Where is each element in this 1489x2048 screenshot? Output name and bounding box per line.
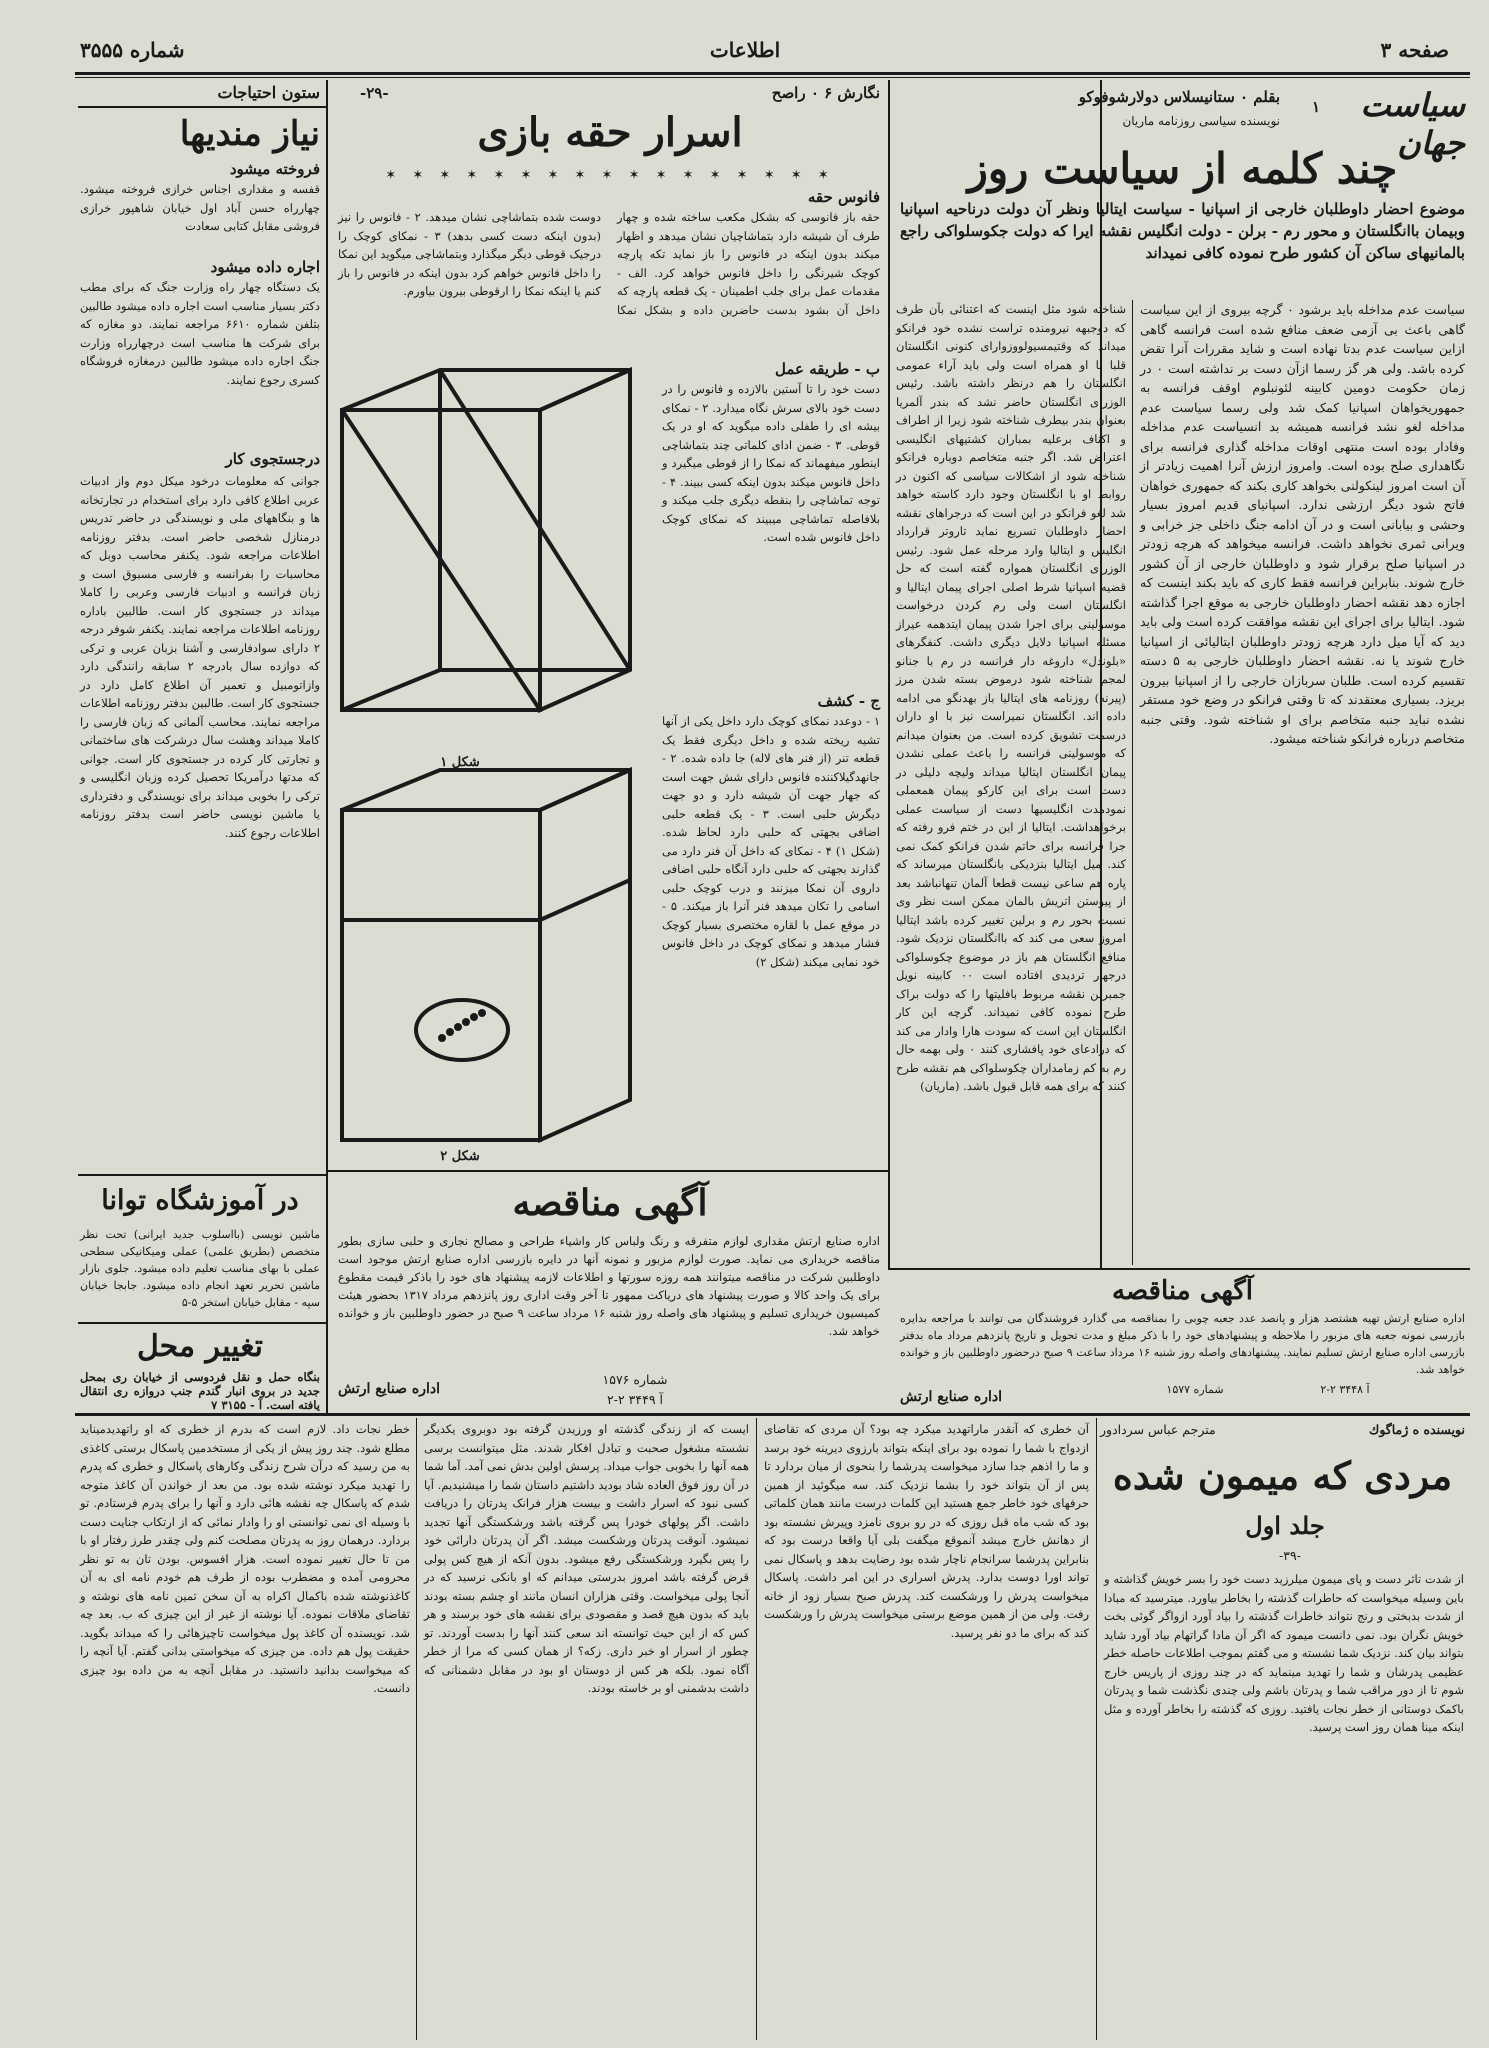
serial-rule-2 — [756, 1418, 757, 2040]
article-text-right: سیاست عدم مداخله باید برشود ۰ گرچه بیروی از این سیاست گاهی باعث بی آزمی ضعف منافع شده است فرانسه گاهی ازاین سیاست عدم بدتا نهاده است و شاید مقررات آنرا تقض کرده باشد. ولی هر گز رسما ازآن دست بر نداشته است ۰ در زمان حکومت دومین کابینه لئونبلوم اوقف فرانسه به جمهوریخواهان اسپانیا کمک شد ولی رسما سیاست عدم مداخله لغو نشد فرانسه همیشه بد انسیاست عدم مداخله وفادار بوده است منتهی اوقات مداخله گذاری فرانسه برای نگاهداری صلح بوده است. وامروز ارزش آنرا اهمیت زیادتر از آن است امروز لینکولنی بخواهد کاری بکند که جمهوری خواهان فاتح شود دیگر ارزشی ندارد. اسپانیای قدیم امروز بسیار وحشی و بیابانی است و در آن ادامه جنگ داخلی جز خرابی و ویرانی ثمری نخواهد داشت. فرانسه میخواهد که هرچه زودتر در اسپانیا صلح برقرار شود و داوطلبان خارجی از آن کشور خارج شوند. بنابراین فرانسه فقط کاری که باید بکند اینست که اجازه دهد نقشه احضار داوطلبان خارجی به موقع اجرا گذاشته شود. ایتالیا برای اجرای این نقشه موافقت کرده است ولی باید دید که آیا میل دارد هرچه زودتر داوطلبان ایتالیائی از اسپانیا خارج شوند یا نه. نقشه احضار داوطلبان خارجی به ۵ دسته تقسیم کرده است. طلبان سربازان خارجی را از اسپانیا بیرون بریزد. بسیاری معتقدند که تا وقتی فرانکو در وضع خود مستقر نشده نباید جنبه متخاصم برای او شناخته شود. وقتی جنبه متخاصم درباره فرانکو شناخته میشود. — [1140, 302, 1465, 746]
figure-caption-1: شکل ۱ — [440, 755, 480, 770]
serial-column-3: ایست که از زندگی گذشته او ورزیدن گرفته بود دوبروی یکدیگر نشسته مشغول صحبت و تبادل افکار شدند. مثل میتوانست برسی همه آنها را بخوبی جواب میداد. پرسش اولین بدش نمی آمد. آما شما در آن روز فوق العاده شاد بودید داشتیم داستان شما را میشنیدیم. آیا کسی نبود که اسرار داشت و بیست هزار فرانک پدرتان را دریافت داشت. اگر پولهای خودرا پس گرفته باشد ورشکستگی آنها تجدید نمیشود. آنوقت پدرتان ورشکست میشد. اگر آن پدرتان دارائی خود را پس بگیرد ورشکستگی رفع میشود. بدون آنکه از هیچ کس پولی قرض گرفته باشد امروز بدرستی میدانم که او بانکی نرسید که در آنجا پولی میخواست. وقتی هزاران انسان مانند او چشم بسته بودند باید که بدون هیچ قصد و مقصودی برای نقشه های خود برسند و هر کس که از این حیث توانسته اند سعی کنند آنها را بدست آوردند. تو چطور از اسرار او خبر داری. زکه؟ از همان کسی که مرا از خطر آگاه نمود. بلکه هر کس از دوستان او بود در مقابل دشمنانی که داشت بدشمنی او بر خاسته بودند. — [424, 1422, 749, 1695]
col-rule-3 — [326, 80, 328, 1415]
section-heading: سیاست جهان — [1360, 86, 1465, 162]
ad-rule-2 — [78, 1322, 326, 1324]
article-text-method: دست خود را تا آستین بالازده و فانوس را در دست خود بالای سرش نگاه میدارد. ۲ - نمکای بیشه ای را طفلی داده میگوید که او در یک قوطی. ۳ - ضمن ادای کلماتی چند بتماشاچی اینطور میفهماند که نمکا را از قوطی میگیرد و داخل فانوس میکند بدون اینکه کسی ببیند. ۴ - توجه تماشاچی را بنقطه دیگری جلب میکند و بلافاصله تماشاچی میبیند که نمکای کوچک داخل فانوس شده است. — [662, 382, 880, 544]
masthead-rule — [75, 72, 1470, 75]
serial-rule-1 — [1096, 1418, 1097, 2040]
article-text-intro: حقه باز فانوسی که بشکل مکعب ساخته شده و چهار طرف آن شیشه دارد بتماشاچیان نشان میدهد و اظهار میکند بدون اینکه در فانوس را باز نماید تکه پارچه کوچک شیرنگی را داخل فانوس خواهد کرد. الف - مقدمات عمل برای جلب اطمینان - یک قطعه پارچه که داخل آن بشود بدست حاضرین داده و بشکل نمکا دوست شده بتماشاچی نشان میدهد. ۲ - فانوس را نیز (بدون اینکه دست کسی بدهد) ۳ - نمکای کوچک را درجیک قوطی دیگر میگذارد وبتماشاچی میگوید این نمکا را داخل فانوس خواهم کرد بدون اینکه در فانوس را باز کنم یا اینکه نمکا را ارقوطی بیرون بیاورم. — [338, 210, 880, 317]
relocation-ad-title: تغییر محل — [136, 1329, 264, 1364]
tender-number: شماره ۱۵۷۶ — [602, 1372, 668, 1387]
tender-title: آگهی مناقصه — [1112, 1276, 1253, 1306]
page-number: صفحه ۳ — [1380, 38, 1449, 62]
tender-signature: اداره صنایع ارتش — [338, 1381, 440, 1397]
serial-volume: جلد اول — [1245, 1511, 1325, 1540]
article-heading: اسرار حقه بازی — [477, 109, 743, 156]
serial-author: نویسنده ه ژماگوك — [1369, 1422, 1465, 1437]
serial-column-4: خطر نجات داد. لازم است که بدرم از خطری که او راتهدیدمیناید مطلع شود. چند روز پیش از یکی از مستخدمین پاسکال برستی کاغذی به من رسید که درآن شرح زندگی وکارهای پاسکال و خطری که پدرم را تهدید میکرد نوشته شده بود. من بعد از خواندن آن کاغذ متوجه شدم که پاسکال چه نقشه هائی دارد و آنها را برای پدرم فرستادم. تو با وسیله ای نمی توانستی او را وادار نمائی که از ارتکاب جنایت دست بردارد. درهمان روز به پدرتان مصلحت کنم ولی چقدر طرز رفتار او با من تا حال تغییر نموده است. هزار افسوس. بودن تان به تو نظر محرومی آمده و مضطرب بوده از طرف هم خودم نامه ای به آن کاغذنوشته شده باکمال اکراه به آن سخن تمین نامه های نوشته و تقاضای ملاقات نموده. آیا نوشته از غیر از این چیزی که ب. بعد چه شد. نویسنده آن کاغذ پول میخواست تاچیزهائی را که میداند بگوید. حقیقت پول هم داده. من چیزی که میخواستی بدانی گفتم. آیا آنچه را که میخواست بدانید دانستید. در مقابل آنچه به من داده بود چیزی دانست. — [80, 1422, 410, 1695]
job-seeking-heading: درجستجوی کار — [225, 450, 320, 468]
tender-rule-2 — [888, 1268, 1470, 1270]
col-rule-2 — [888, 80, 890, 1270]
article-title: چند کلمه از سیاست روز — [967, 144, 1398, 193]
article-number: ۱ — [1311, 98, 1320, 116]
for-sale-heading: فروخته میشود — [229, 160, 320, 178]
for-rent-heading: اجاره داده میشود — [210, 258, 320, 276]
cube-1-side — [540, 370, 630, 710]
article-text-left: شناخته شود مثل اینست که اعتنائی بآن طرف که دوجبهه نیرومنده تراست نشده خود فرانکو میداند که وقتیمسیولووزوارای کنونی انگلستان قلبا با او همراه است ولی باید آراء عمومی انگلستان را هم درنظر داشته باشد. رئیس الوزرای انگلستان حاضر نشد که بندر آلمریا بعنوان بندر بیطرف شناخته شود زیرا از اطراف و اکناف برعلیه بمباران کشتیهای انگلیسی اعتراض شد. اگر جنبه متخاصم دوباره فرانکو شناخته شود از اشکالات سیاسی که اکنون در روابط او با انگلستان وجود دارد کاسته خواهد شد لغو فرانکو در این است که درجراهای نقشه احضار داوطلبان تسریع نماید تاروتر قرارداد انگلیس و ایتالیا وارد مرحله عمل شود. رئیس الوزرای انگلستان همواره گفته است که حل قضیه اسپانیا شرط اصلی اجرای پیمان ایتالیا و انگلستان است ولی رم کردن درخواست موسولینی برای اجرا شدن پیمان ایتدهمه عیراز مسئله اسپانیا دلایل دیگری داشت. کنفگرهای «بلوندل» داروغه دار فرانسه در رم با جنانو لمجم شناخته شود درموض بسته شدن مرز (پیرنه) روزنامه های ایتالیا باز بهدنگو می ادامه داده اند. انگلستان نمیراست نیز با او داران درسمت تشویق کرده است. من بعنوان میدانم که موسولینی فرانسه را باعث عملی نشدن پیمان انگلستان ایتالیا میداند ولیچه دلیلی در دست است برای این کارکو پیمان همعملی نمودمدت انگلیسیها دست از سیاست عملی برخواهداشت. ایتالیا از این در ختم فرو رفته که جرا فرانسه برای حاتم شدن فرانکو کمک نمی کند. میل ایتالیا بنزدیکی بانگلستان میرساند که پاره هم ساعی نیست قطعا آلمان تنهانباشد بعد از پیوستن اتریش بالمان ممکن است نظر وی نسبت بحور رم و برلین تغییر کرده باشد ایتالیا امروز سعی می کند که باانگلستان نزدیک شود. منافع انگلستان هم باز در موضوع چکوسلواکی درجهار تردیدی افتاده است ۰۰ کابینه نویل جمبرلن نقشه مربوط بافلیتها را که دولت براک طرح نموده کافی نمیداند. گرچه این کار انگلستان این است که سودت هارا وادار می کند که درادعای خود پافشاری کنند ۰ ولی بهمه حال رم به کم زمامداران چکوسلواکی هم نقشه طرح کنند که برای همه قابل قبول باشد. (ماریان) — [896, 302, 1126, 1093]
cube-2-front — [342, 810, 540, 1140]
article-text-reveal: ۱ - دوعدد نمکای کوچک دارد داخل یکی از آنها تشیه ریخته شده و داخل دیگری فقط یک قطعه تنر (از فنر های لاله) جا داده شده. ۲ - جانهدگیلاکننده فانوس دارای شش جهت است که جهار جهت آن شیشه دارد و دو جهت دیگرش حلبی است. ۳ - یک قطعه حلبی اضافی بجهتی که حلبی دارد لحاظ شده. (شکل ۱) ۴ - نمکای که داخل آن فنر دارد می گذارند بجهتی که حلبی دارد آنگاه حلبی اضافی داروی آن نمکا میزنند و درب کوچک حلبی اسامی را تکان میدهد فنر آنرا باز میکند. ۵ - در موقع عمل با لقاره مختصری بسیار کوچک فشار میدهد و نمکای کوچک در داخل فانوس خود نمایی میکند (شکل ۲) — [662, 714, 880, 969]
tender-code: آ ۳۴۴۹ ۲-۲ — [607, 1392, 663, 1407]
lower-rule — [75, 1413, 1470, 1416]
classifieds-header: ستون احتیاجات — [217, 83, 320, 102]
serial-title: مردی که میمون شده — [1112, 1453, 1453, 1498]
serial-column-1: از شدت تاثر دست و پای میمون میلرزید دست خود را بسر خویش گذاشته و باین وسیله میخواست که حاطرات گذشته را بخاطر بیاورد. میترسید که مبادا از شدت بدبختی و رنج نتواند خاطرات گذشته را بیاد آورد ازواگر گوئی بخت خویش نگران بود. نمی دانست میمود که اگر آن مادا گراتهام بیاد آورد شاید بتواند بیان کند. نزدیک شما نشسته و می گفتم بموجب اطلاعات حاصله خطر عظیمی پدرشان و شما را تهدید مینماید که در چند روزی از پاریس خارج شوم تا از دور مراقب شما و پدرتان باشم ولی چندی نگذشت شما و پدرتان باکمک دوستانی از خطر نجات یافتید. روزی که گذشته را بخاطر آورده و مثل اینکه مینا همان روز است پرسید. — [1104, 1572, 1464, 1734]
for-sale-text: قفسه و مقداری اجناس خرازی فروخته میشود. چهارراه حسن آباد اول خیابان شاهپور خرازی فروشی مقابل کتابی سعادت — [80, 182, 320, 233]
ornament-separator: ✶ ✶ ✶ ✶ ✶ ✶ ✶ ✶ ✶ ✶ ✶ ✶ ✶ ✶ ✶ ✶ ✶ — [385, 168, 835, 183]
school-ad-title: در آموزشگاه توانا — [101, 1185, 299, 1216]
for-rent-text: یک دستگاه چهار راه وزارت جنگ که برای مطب دکتر بسیار مناسب است اجاره داده میشود طالبین بتلفن شماره ۶۶۱۰ مراجعه نمایند. دو مغازه که برای شرکت ها مناسب است درچهارراه وزارت جنگ اجاره داده میشود طالبین درمغازه فروشگاه کسری رجوع نمایند. — [80, 280, 320, 387]
job-seeking-text: جوانی که معلومات درخود میکل دوم واز ادبیات عربی اطلاع کافی دارد برای استخدام در تجارتخانه ها و بنگاههای ملی و نویسندگی در حاضر تدریس درمنازل شخصی حاضر است. بدفتر روزنامه اطلاعات مراجعه شود. یکنفر محاسب دوبل که محاسبات را بفرانسه و فارسی مسبوق است و زبان فرانسه و ادبیات فارسی وعربی را کاملا میداند در جستجوی کار است. طالبین باداره روزنامه اطلاعات مراجعه نمایند. یکنفر شوفر درجه ۲ دارای سوادفارسی و آشنا بزبان عربی و ترکی که دوازده سال بادرجه ۲ سابقه رانندگی دارد وازاتومبیل و تعمیر آن اطلاع کامل دارد در جستجوی کار است. طالبین بدفتر روزنامه اطلاعات مراجعه نمایند. محاسب آلمانی که زبان فارسی را کاملا میداند وهشت سال درشرکت های ساختمانی و تجارتی کار کرده در جستجوی کار است. جوانی که مدتها درآمریکا تحصیل کرده وزبان انگلیسی و ترکی را بخوبی میداند برای نویسندگی و دفترداری یا ماشین نویسی حاضر است بدفتر روزنامه اطلاعات رجوع کنند. — [80, 474, 321, 840]
serial-number: -۳۹- — [1279, 1548, 1301, 1563]
sub-heading-method: ب - طریقه عمل — [774, 360, 880, 378]
sub-heading-lantern: فانوس حقه — [807, 188, 880, 206]
issue-number: شماره ۳۵۵۵ — [80, 38, 185, 62]
ad-rule — [78, 1174, 326, 1176]
masthead — [0, 0, 1489, 80]
tender-title: آگهی مناقصه — [512, 1182, 708, 1224]
inner-col-rule — [1132, 300, 1133, 1265]
article-number: -۲۹- — [360, 84, 389, 102]
byline-role: نویسنده سیاسی روزنامه ماریان — [1122, 114, 1280, 128]
article-subtitle: موضوع احضار داوطلبان خارجی از اسپانیا - سیاست ایتالیا ونظر آن دولت درناحیه اسپانیا وبیمان باانگلستان و محور رم - برلن - دولت انگلیس نقشه ایرا که دولت جکوسلواکی راجع بالمانیهای ساکن آن کشور طرح نموده کافی نمیداند — [900, 200, 1465, 262]
tender-code: آ ۳۴۴۸ ۲-۲ — [1320, 1383, 1370, 1396]
tender-body: اداره صنایع ارتش تهیه هشتصد هزار و پانصد عدد جعبه چوبی را بمناقصه می گذارد فروشندگان می توانند با مراجعه بدایره بازرسی نمونه جعبه های مزبور را ملاحظه و پیشنهادهای خود را با ذکر مبلغ و مدت تحویل و تاریخ پانزدهم مرداد ماه بدفتر بازرسی اداره صنایع ارتش تسلیم نمایند. پیشنهادهای واصله روز شنبه ۱۶ مرداد ساعت ۹ صبح درحضور داوطلبین باز و خوانده خواهد شد. — [900, 1312, 1465, 1376]
serial-rule-3 — [416, 1418, 417, 2040]
tender-body: اداره صنایع ارتش مقداری لوازم متفرقه و رنگ ولباس کار واشیاء طراحی و مصالح نجاری و حلبی سازی بطور مناقصه خریداری می نماید. صورت لوازم مزبور و نمونه آنها در دایره بازرسی اداره صنایع ارتش موجود است داوطلبین شرکت در مناقصه میتوانند همه روزه سورتها و اطلاعات لازمه پیشنهاد های خود را باذکر قیمت مقطوع برای یک واحد کالا و صورت پیشنهاد های دریاکت ممهور تا آخر وقت اداری روز پانزدهم مرداد ۱۳۱۷ بحضور هیئت کمیسیون خریداری تسلیم و پیشنهاد های واصله روز شنبه ۱۶ مرداد ساعت ۹ صبح در حضور داوطلبین باز و خوانده خواهد شد. — [338, 1234, 881, 1338]
tender-number: شماره ۱۵۷۷ — [1166, 1383, 1224, 1396]
tender-signature: اداره صنایع ارتش — [900, 1389, 1002, 1405]
byline: بقلم ۰ ستانیسلاس دولارشوفوکو — [1078, 88, 1280, 106]
cube-2-side — [540, 770, 630, 1140]
classifieds-rule — [78, 106, 326, 108]
masthead-rule-2 — [75, 77, 1470, 78]
serial-column-2: آن خطری که آنقدر ماراتهدید میکرد چه بود؟ آن مردی که تقاضای ازدواج با شما را نموده بود برای اینکه بتواند بارزوی دیرینه خود برسد و ما را اذهم جدا سازد میخواست پدرشما را بنحوی از میان بردارد تا پس از آن بتواند خود را بشما نزدیک کند. سه میگوئید از همین حرفهای خود خاطر جمع هستید این کلمات درست مانند همان کلماتی بود که شب ماه قبل روزی که در رو بروی نامزد وپیرش نشسته بود از دهانش خارج میشد آنموقع میگفت بلی آیا واقعا درست بود که بنابراین پدرشما سرانجام ناچار شده بود رضایت بدهد و پاسکال نمی تواند اورا دوست بدارد. پدرش اسراری در این امر داشت. پاسکال میخواست پدرش را ورشکست کند. پدرش صبح بسیار زود از خانه رفت. ولی من از همین موضع برستی میخواست پدرش را ورشکست کند که برای ما دو نفر پرسید. — [764, 1422, 1089, 1640]
sub-heading-reveal: ج - کشف — [817, 692, 880, 710]
serial-translator: مترجم عباس سردادور — [1100, 1422, 1216, 1437]
tender-rule — [326, 1170, 888, 1172]
relocation-ad-text: بنگاه حمل و نقل فردوسی از خیابان ری بمحل جدید در بروی انبار گندم جنب دروازه ری انتقال یافته است. آ - ۳۱۵۵ ۷ — [80, 1370, 320, 1412]
paper-name: اطلاعات — [709, 38, 781, 62]
classifieds-title: نیاز مندیها — [179, 114, 320, 154]
figure-caption-2: شکل ۲ — [440, 1149, 480, 1164]
school-ad-text: ماشین نویسی (بااسلوب جدید ایرانی) تحت نظر متخصص (بطریق علمی) عملی ومیکانیکی سطحی عملی با بهای مناسب تعلیم داده میشود. جلوی بازار ماشین تحریر تعهد انجام داده میشود. جابجا خیابان سپه - مقابل خیابان استخر ۵-۵ — [80, 1228, 320, 1309]
article-byline: نگارش ۶ ۰ راصح — [771, 84, 880, 102]
